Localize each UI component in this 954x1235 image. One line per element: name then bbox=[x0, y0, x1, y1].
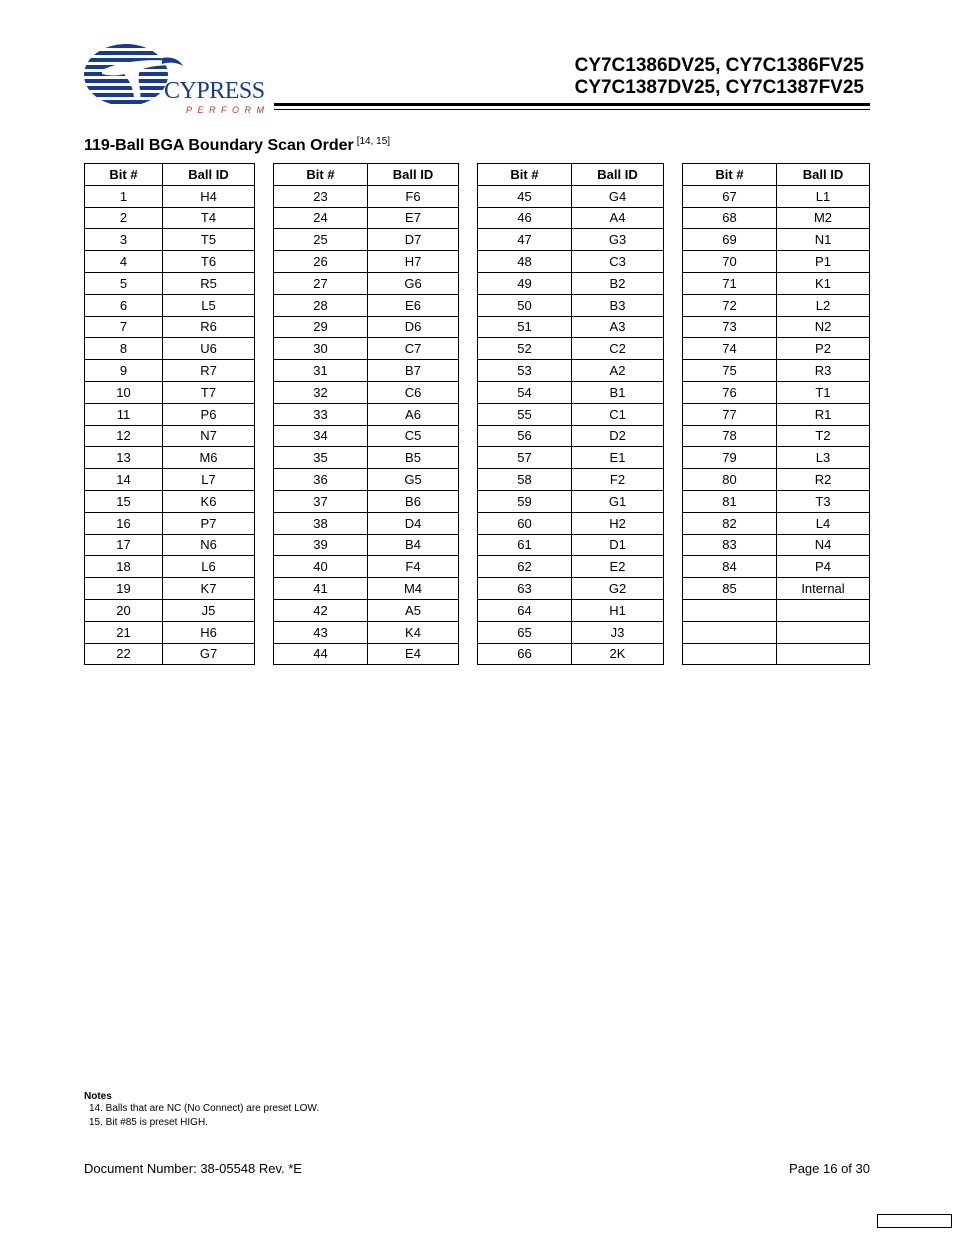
table-row bbox=[683, 272, 870, 294]
ball-id-cell: G6 bbox=[368, 272, 459, 294]
ball-id-cell: E2 bbox=[572, 556, 664, 578]
bit-number-cell: 57 bbox=[478, 447, 572, 469]
ball-id-cell: K6 bbox=[163, 490, 255, 512]
ball-id-cell: E1 bbox=[572, 447, 664, 469]
ball-id-cell: T2 bbox=[777, 425, 870, 447]
page-number: Page 16 of 30 bbox=[789, 1161, 870, 1176]
table-row bbox=[274, 360, 459, 382]
bit-number-cell: 33 bbox=[274, 403, 368, 425]
table-row bbox=[274, 469, 459, 491]
table-row bbox=[85, 360, 255, 382]
table-row bbox=[478, 207, 664, 229]
bit-number-cell: 45 bbox=[478, 185, 572, 207]
table-header-row bbox=[683, 164, 870, 186]
title-line-1: CY7C1386DV25, CY7C1386FV25 bbox=[574, 55, 864, 76]
ball-id-cell: E4 bbox=[368, 643, 459, 665]
ball-id-cell: B6 bbox=[368, 490, 459, 512]
ball-id-cell bbox=[777, 643, 870, 665]
ball-id-cell: F6 bbox=[368, 185, 459, 207]
ball-id-cell: N1 bbox=[777, 229, 870, 251]
ball-id-header: Ball ID bbox=[368, 164, 459, 186]
table-row bbox=[683, 316, 870, 338]
bit-number-cell: 41 bbox=[274, 578, 368, 600]
ball-id-cell: F4 bbox=[368, 556, 459, 578]
table-row bbox=[85, 251, 255, 273]
feedback-box[interactable] bbox=[877, 1214, 952, 1228]
table-row bbox=[683, 534, 870, 556]
table-row bbox=[683, 229, 870, 251]
table-row bbox=[85, 621, 255, 643]
ball-id-cell: M6 bbox=[163, 447, 255, 469]
ball-id-cell: H4 bbox=[163, 185, 255, 207]
table-row bbox=[85, 316, 255, 338]
bit-number-cell: 17 bbox=[85, 534, 163, 556]
table-header-row bbox=[274, 164, 459, 186]
bit-number-cell: 63 bbox=[478, 578, 572, 600]
ball-id-cell: C2 bbox=[572, 338, 664, 360]
ball-id-cell: G3 bbox=[572, 229, 664, 251]
ball-id-cell: R7 bbox=[163, 360, 255, 382]
footnote-refs: [14, 15] bbox=[356, 136, 391, 147]
table-row bbox=[683, 251, 870, 273]
table-row bbox=[478, 338, 664, 360]
table-row bbox=[683, 294, 870, 316]
table-row bbox=[683, 599, 870, 621]
bit-number-cell: 66 bbox=[478, 643, 572, 665]
ball-id-cell: D4 bbox=[368, 512, 459, 534]
bit-number-cell: 13 bbox=[85, 447, 163, 469]
table-row bbox=[683, 621, 870, 643]
ball-id-cell: N7 bbox=[163, 425, 255, 447]
ball-id-cell: L4 bbox=[777, 512, 870, 534]
table-row bbox=[85, 490, 255, 512]
ball-id-header: Ball ID bbox=[777, 164, 870, 186]
table-row bbox=[478, 185, 664, 207]
table-row bbox=[85, 425, 255, 447]
ball-id-cell: B1 bbox=[572, 381, 664, 403]
note-14: 14. Balls that are NC (No Connect) are preset LOW. bbox=[89, 1103, 320, 1114]
bit-number-cell: 21 bbox=[85, 621, 163, 643]
ball-id-cell: C5 bbox=[368, 425, 459, 447]
bit-number-cell: 9 bbox=[85, 360, 163, 382]
bit-number-cell: 62 bbox=[478, 556, 572, 578]
table-row bbox=[85, 534, 255, 556]
table-row bbox=[274, 229, 459, 251]
ball-id-cell: T4 bbox=[163, 207, 255, 229]
title-line-2: CY7C1387DV25, CY7C1387FV25 bbox=[574, 77, 864, 98]
boundary-scan-table-3 bbox=[477, 163, 664, 665]
table-row bbox=[85, 294, 255, 316]
table-row bbox=[274, 621, 459, 643]
bit-number-cell: 25 bbox=[274, 229, 368, 251]
note-15: 15. Bit #85 is preset HIGH. bbox=[89, 1117, 208, 1128]
ball-id-cell: B4 bbox=[368, 534, 459, 556]
bit-number-cell: 23 bbox=[274, 185, 368, 207]
ball-id-cell: C1 bbox=[572, 403, 664, 425]
table-row bbox=[85, 599, 255, 621]
ball-id-cell: A6 bbox=[368, 403, 459, 425]
bit-number-cell: 11 bbox=[85, 403, 163, 425]
ball-id-cell: B5 bbox=[368, 447, 459, 469]
bit-number-cell: 3 bbox=[85, 229, 163, 251]
bit-number-cell: 54 bbox=[478, 381, 572, 403]
bit-number-cell: 15 bbox=[85, 490, 163, 512]
ball-id-cell: T6 bbox=[163, 251, 255, 273]
bit-number-cell: 58 bbox=[478, 469, 572, 491]
ball-id-cell: L7 bbox=[163, 469, 255, 491]
bit-number-cell: 29 bbox=[274, 316, 368, 338]
table-row bbox=[85, 512, 255, 534]
table-row bbox=[85, 272, 255, 294]
table-row bbox=[478, 316, 664, 338]
table-row bbox=[85, 578, 255, 600]
section-heading-text: 119-Ball BGA Boundary Scan Order bbox=[84, 137, 354, 154]
table-row bbox=[683, 425, 870, 447]
header-rule bbox=[274, 103, 870, 106]
table-row bbox=[478, 425, 664, 447]
ball-id-cell: R5 bbox=[163, 272, 255, 294]
ball-id-cell: L2 bbox=[777, 294, 870, 316]
table-row bbox=[478, 469, 664, 491]
ball-id-cell: B2 bbox=[572, 272, 664, 294]
document-title bbox=[575, 55, 864, 99]
ball-id-cell: U6 bbox=[163, 338, 255, 360]
bit-number-cell: 67 bbox=[683, 185, 777, 207]
logo-wordmark: CYPRESS bbox=[164, 78, 265, 104]
bit-number-cell: 76 bbox=[683, 381, 777, 403]
ball-id-cell: Internal bbox=[777, 578, 870, 600]
bit-number-cell: 32 bbox=[274, 381, 368, 403]
bit-number-cell: 16 bbox=[85, 512, 163, 534]
ball-id-cell: A4 bbox=[572, 207, 664, 229]
bit-number-header: Bit # bbox=[85, 164, 163, 186]
ball-id-cell: K4 bbox=[368, 621, 459, 643]
bit-number-cell: 69 bbox=[683, 229, 777, 251]
table-row bbox=[478, 229, 664, 251]
ball-id-cell: P6 bbox=[163, 403, 255, 425]
ball-id-cell: R6 bbox=[163, 316, 255, 338]
table-row bbox=[478, 447, 664, 469]
table-row bbox=[683, 643, 870, 665]
bit-number-cell: 59 bbox=[478, 490, 572, 512]
bit-number-cell: 36 bbox=[274, 469, 368, 491]
bit-number-header: Bit # bbox=[478, 164, 572, 186]
bit-number-cell: 55 bbox=[478, 403, 572, 425]
ball-id-cell: P2 bbox=[777, 338, 870, 360]
bit-number-cell: 61 bbox=[478, 534, 572, 556]
bit-number-cell: 10 bbox=[85, 381, 163, 403]
bit-number-header: Bit # bbox=[683, 164, 777, 186]
table-row bbox=[478, 403, 664, 425]
notes-title: Notes bbox=[84, 1091, 112, 1102]
table-row bbox=[274, 534, 459, 556]
ball-id-cell: H6 bbox=[163, 621, 255, 643]
table-row bbox=[85, 403, 255, 425]
bit-number-cell: 6 bbox=[85, 294, 163, 316]
table-row bbox=[85, 207, 255, 229]
ball-id-cell: H7 bbox=[368, 251, 459, 273]
bit-number-cell: 79 bbox=[683, 447, 777, 469]
bit-number-cell: 35 bbox=[274, 447, 368, 469]
table-row bbox=[683, 381, 870, 403]
ball-id-cell: J5 bbox=[163, 599, 255, 621]
bit-number-cell: 37 bbox=[274, 490, 368, 512]
bit-number-cell: 78 bbox=[683, 425, 777, 447]
ball-id-cell: T7 bbox=[163, 381, 255, 403]
bit-number-cell: 52 bbox=[478, 338, 572, 360]
bit-number-cell: 39 bbox=[274, 534, 368, 556]
ball-id-cell: N2 bbox=[777, 316, 870, 338]
bit-number-cell: 1 bbox=[85, 185, 163, 207]
table-row bbox=[274, 185, 459, 207]
table-row bbox=[478, 251, 664, 273]
bit-number-cell: 20 bbox=[85, 599, 163, 621]
logo-tagline: PERFORM bbox=[186, 105, 270, 115]
ball-id-cell: L5 bbox=[163, 294, 255, 316]
table-row bbox=[85, 229, 255, 251]
bit-number-cell: 38 bbox=[274, 512, 368, 534]
table-row bbox=[683, 207, 870, 229]
document-number: Document Number: 38-05548 Rev. *E bbox=[84, 1161, 302, 1176]
bit-number-cell: 70 bbox=[683, 251, 777, 273]
bit-number-cell: 56 bbox=[478, 425, 572, 447]
ball-id-cell: C6 bbox=[368, 381, 459, 403]
table-row bbox=[683, 403, 870, 425]
boundary-scan-table-4 bbox=[682, 163, 870, 665]
table-row bbox=[683, 512, 870, 534]
table-row bbox=[274, 447, 459, 469]
ball-id-cell: M2 bbox=[777, 207, 870, 229]
ball-id-cell: C3 bbox=[572, 251, 664, 273]
ball-id-cell: G2 bbox=[572, 578, 664, 600]
bit-number-cell: 4 bbox=[85, 251, 163, 273]
ball-id-cell: P7 bbox=[163, 512, 255, 534]
ball-id-cell: D6 bbox=[368, 316, 459, 338]
bit-number-cell: 84 bbox=[683, 556, 777, 578]
bit-number-cell: 50 bbox=[478, 294, 572, 316]
bit-number-cell: 51 bbox=[478, 316, 572, 338]
bit-number-cell: 40 bbox=[274, 556, 368, 578]
table-header-row bbox=[85, 164, 255, 186]
bit-number-cell: 47 bbox=[478, 229, 572, 251]
table-row bbox=[274, 381, 459, 403]
ball-id-cell: H1 bbox=[572, 599, 664, 621]
ball-id-cell: H2 bbox=[572, 512, 664, 534]
table-row bbox=[683, 490, 870, 512]
ball-id-cell: T5 bbox=[163, 229, 255, 251]
table-row bbox=[85, 643, 255, 665]
table-row bbox=[85, 469, 255, 491]
table-row bbox=[683, 469, 870, 491]
table-row bbox=[274, 294, 459, 316]
table-row bbox=[683, 578, 870, 600]
table-row bbox=[478, 490, 664, 512]
bit-number-cell: 46 bbox=[478, 207, 572, 229]
bit-number-cell: 74 bbox=[683, 338, 777, 360]
bit-number-cell: 43 bbox=[274, 621, 368, 643]
ball-id-cell: T1 bbox=[777, 381, 870, 403]
bit-number-cell: 68 bbox=[683, 207, 777, 229]
table-row bbox=[478, 621, 664, 643]
table-row bbox=[478, 360, 664, 382]
bit-number-cell: 80 bbox=[683, 469, 777, 491]
ball-id-cell: G4 bbox=[572, 185, 664, 207]
bit-number-cell: 30 bbox=[274, 338, 368, 360]
ball-id-cell: A5 bbox=[368, 599, 459, 621]
ball-id-cell: D2 bbox=[572, 425, 664, 447]
table-row bbox=[85, 556, 255, 578]
table-row bbox=[85, 338, 255, 360]
bit-number-cell: 27 bbox=[274, 272, 368, 294]
ball-id-cell: A2 bbox=[572, 360, 664, 382]
table-row bbox=[478, 643, 664, 665]
bit-number-cell: 24 bbox=[274, 207, 368, 229]
ball-id-cell: J3 bbox=[572, 621, 664, 643]
ball-id-cell: D1 bbox=[572, 534, 664, 556]
bit-number-cell: 75 bbox=[683, 360, 777, 382]
bit-number-cell: 44 bbox=[274, 643, 368, 665]
ball-id-cell: F2 bbox=[572, 469, 664, 491]
table-row bbox=[274, 512, 459, 534]
bit-number-cell: 12 bbox=[85, 425, 163, 447]
bit-number-cell: 2 bbox=[85, 207, 163, 229]
table-row bbox=[478, 272, 664, 294]
ball-id-cell: L1 bbox=[777, 185, 870, 207]
bit-number-cell bbox=[683, 643, 777, 665]
bit-number-header: Bit # bbox=[274, 164, 368, 186]
table-row bbox=[274, 272, 459, 294]
bit-number-cell: 26 bbox=[274, 251, 368, 273]
ball-id-cell: 2K bbox=[572, 643, 664, 665]
ball-id-cell: D7 bbox=[368, 229, 459, 251]
ball-id-cell: M4 bbox=[368, 578, 459, 600]
ball-id-cell: N6 bbox=[163, 534, 255, 556]
table-row bbox=[274, 338, 459, 360]
ball-id-cell: C7 bbox=[368, 338, 459, 360]
table-row bbox=[274, 578, 459, 600]
bit-number-cell: 73 bbox=[683, 316, 777, 338]
bit-number-cell: 19 bbox=[85, 578, 163, 600]
bit-number-cell: 71 bbox=[683, 272, 777, 294]
table-row bbox=[478, 556, 664, 578]
table-row bbox=[274, 490, 459, 512]
table-row bbox=[478, 599, 664, 621]
ball-id-cell: L3 bbox=[777, 447, 870, 469]
table-row bbox=[683, 338, 870, 360]
bit-number-cell bbox=[683, 599, 777, 621]
ball-id-cell: A3 bbox=[572, 316, 664, 338]
table-row bbox=[85, 447, 255, 469]
bit-number-cell: 14 bbox=[85, 469, 163, 491]
ball-id-cell bbox=[777, 599, 870, 621]
ball-id-cell: P1 bbox=[777, 251, 870, 273]
bit-number-cell: 64 bbox=[478, 599, 572, 621]
table-row bbox=[478, 381, 664, 403]
bit-number-cell: 72 bbox=[683, 294, 777, 316]
table-row bbox=[683, 447, 870, 469]
bit-number-cell: 85 bbox=[683, 578, 777, 600]
table-row bbox=[274, 403, 459, 425]
boundary-scan-table-1 bbox=[84, 163, 255, 665]
table-row bbox=[478, 512, 664, 534]
table-row bbox=[478, 534, 664, 556]
section-heading bbox=[84, 136, 390, 155]
bit-number-cell: 49 bbox=[478, 272, 572, 294]
table-row bbox=[274, 425, 459, 447]
table-row bbox=[274, 207, 459, 229]
bit-number-cell: 18 bbox=[85, 556, 163, 578]
bit-number-cell: 82 bbox=[683, 512, 777, 534]
table-row bbox=[478, 578, 664, 600]
ball-id-cell: T3 bbox=[777, 490, 870, 512]
bit-number-cell: 28 bbox=[274, 294, 368, 316]
ball-id-cell: G5 bbox=[368, 469, 459, 491]
bit-number-cell: 60 bbox=[478, 512, 572, 534]
bit-number-cell: 65 bbox=[478, 621, 572, 643]
table-row bbox=[274, 599, 459, 621]
ball-id-cell: B3 bbox=[572, 294, 664, 316]
ball-id-header: Ball ID bbox=[163, 164, 255, 186]
table-row bbox=[683, 185, 870, 207]
bit-number-cell: 42 bbox=[274, 599, 368, 621]
bit-number-cell: 7 bbox=[85, 316, 163, 338]
boundary-scan-table-2 bbox=[273, 163, 459, 665]
ball-id-cell: N4 bbox=[777, 534, 870, 556]
bit-number-cell: 53 bbox=[478, 360, 572, 382]
bit-number-cell: 83 bbox=[683, 534, 777, 556]
table-row bbox=[85, 185, 255, 207]
table-row bbox=[274, 251, 459, 273]
bit-number-cell: 81 bbox=[683, 490, 777, 512]
ball-id-cell: B7 bbox=[368, 360, 459, 382]
ball-id-header: Ball ID bbox=[572, 164, 664, 186]
ball-id-cell bbox=[777, 621, 870, 643]
header-rule-thin bbox=[274, 109, 870, 110]
table-row bbox=[683, 360, 870, 382]
ball-id-cell: P4 bbox=[777, 556, 870, 578]
ball-id-cell: K1 bbox=[777, 272, 870, 294]
ball-id-cell: K7 bbox=[163, 578, 255, 600]
table-row bbox=[683, 556, 870, 578]
table-header-row bbox=[478, 164, 664, 186]
ball-id-cell: R1 bbox=[777, 403, 870, 425]
bit-number-cell bbox=[683, 621, 777, 643]
bit-number-cell: 31 bbox=[274, 360, 368, 382]
table-row bbox=[478, 294, 664, 316]
table-row bbox=[274, 316, 459, 338]
bit-number-cell: 34 bbox=[274, 425, 368, 447]
table-row bbox=[274, 643, 459, 665]
ball-id-cell: R3 bbox=[777, 360, 870, 382]
table-row bbox=[274, 556, 459, 578]
ball-id-cell: G7 bbox=[163, 643, 255, 665]
bit-number-cell: 5 bbox=[85, 272, 163, 294]
ball-id-cell: E6 bbox=[368, 294, 459, 316]
bit-number-cell: 8 bbox=[85, 338, 163, 360]
bit-number-cell: 77 bbox=[683, 403, 777, 425]
table-row bbox=[85, 381, 255, 403]
bit-number-cell: 48 bbox=[478, 251, 572, 273]
ball-id-cell: L6 bbox=[163, 556, 255, 578]
bit-number-cell: 22 bbox=[85, 643, 163, 665]
ball-id-cell: E7 bbox=[368, 207, 459, 229]
ball-id-cell: G1 bbox=[572, 490, 664, 512]
ball-id-cell: R2 bbox=[777, 469, 870, 491]
